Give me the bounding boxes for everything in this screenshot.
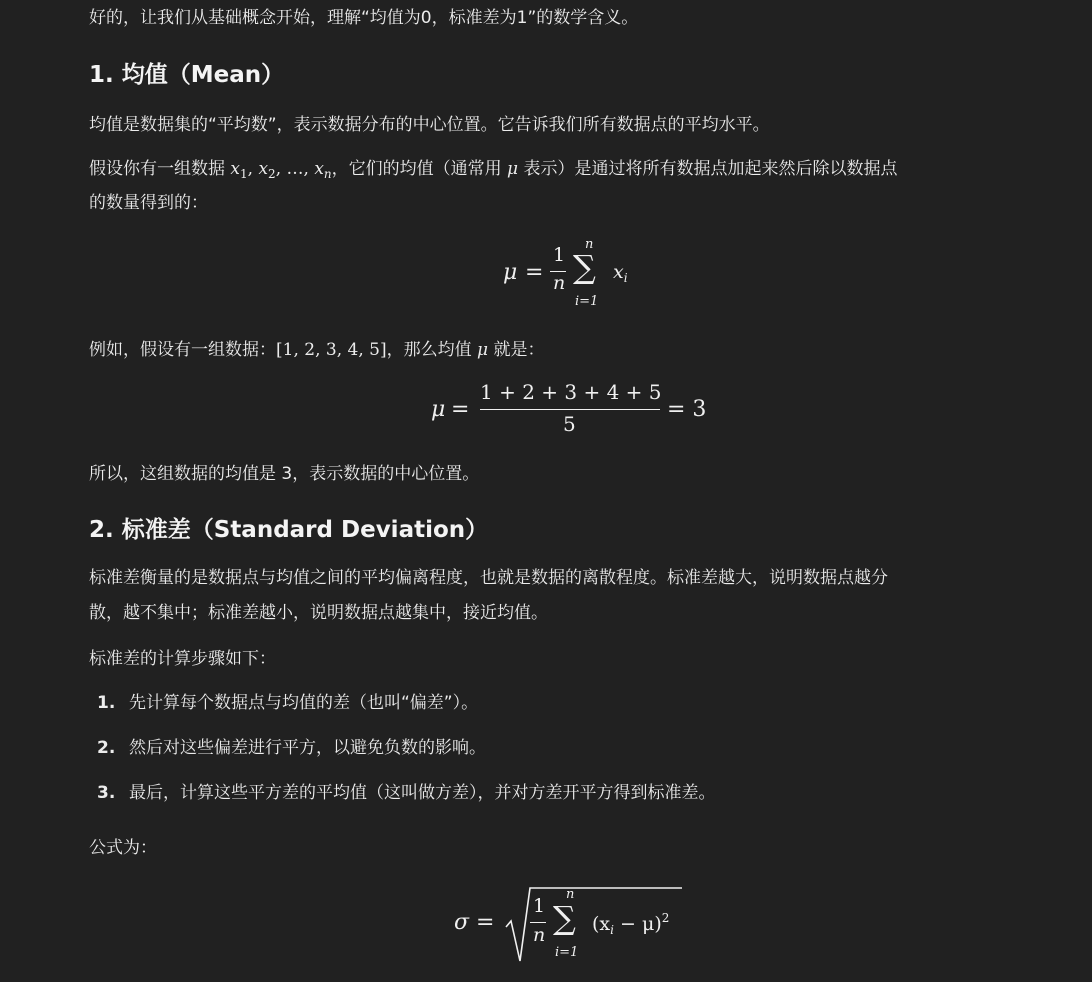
std-formula: σ = 1 n n ∑ i=1 $(x_i - \mu)^2$ [452,882,692,972]
math-x1: $x_1$ [230,159,248,181]
list-item: 3. 最后，计算这些平方差的平均值（这叫做方差），并对方差开平方得到标准差。 [97,783,716,803]
std-steps-intro: 标准差的计算步骤如下： [89,649,276,669]
mean-example-text: 例如，假设有一组数据：[1, 2, 3, 4, 5]，那么均值 μ 就是： [89,340,545,360]
intro-text: 好的，让我们从基础概念开始，理解“均值为0，标准差为1”的数学含义。 [89,8,639,28]
mean-formula: μ = 1 n n ∑ i=1 $x_i$ [503,237,628,309]
math-xn: $x_n$ [314,159,332,181]
mean-definition: 均值是数据集的“平均数”，表示数据分布的中心位置。它告诉我们所有数据点的平均水平。 [89,115,770,135]
math-mu: μ [507,159,519,179]
list-item: 1. 先计算每个数据点与均值的差（也叫“偏差”）。 [97,693,479,713]
list-item: 2. 然后对这些偏差进行平方，以避免负数的影响。 [97,738,486,758]
std-definition-line1: 标准差衡量的是数据点与均值之间的平均偏离程度，也就是数据的离散程度。标准差越大，说明数据点越分 [89,568,888,588]
section-heading-std: 2. 标准差（Standard Deviation） [89,517,489,543]
mean-description-line2: 的数量得到的： [89,193,208,213]
std-definition-line2: 散，越不集中；标准差越小，说明数据点越集中，接近均值。 [89,603,548,623]
formula-intro: 公式为： [89,838,157,858]
mean-conclusion: 所以，这组数据的均值是 3，表示数据的中心位置。 [89,464,480,484]
section-heading-mean: 1. 均值（Mean） [89,62,285,88]
math-x2: $x_2$ [258,159,276,181]
math-data-list: [1, 2, 3, 4, 5] [276,340,387,360]
mean-example-formula: μ = 1 + 2 + 3 + 4 + 5 5 = 3 [431,380,707,436]
mean-description-line1: 假设你有一组数据 $x_1$, $x_2$, …, $x_n$，它们的均值（通常用 μ 表示）是通过将所有数据点加起来然后除以数据点 [89,159,898,181]
